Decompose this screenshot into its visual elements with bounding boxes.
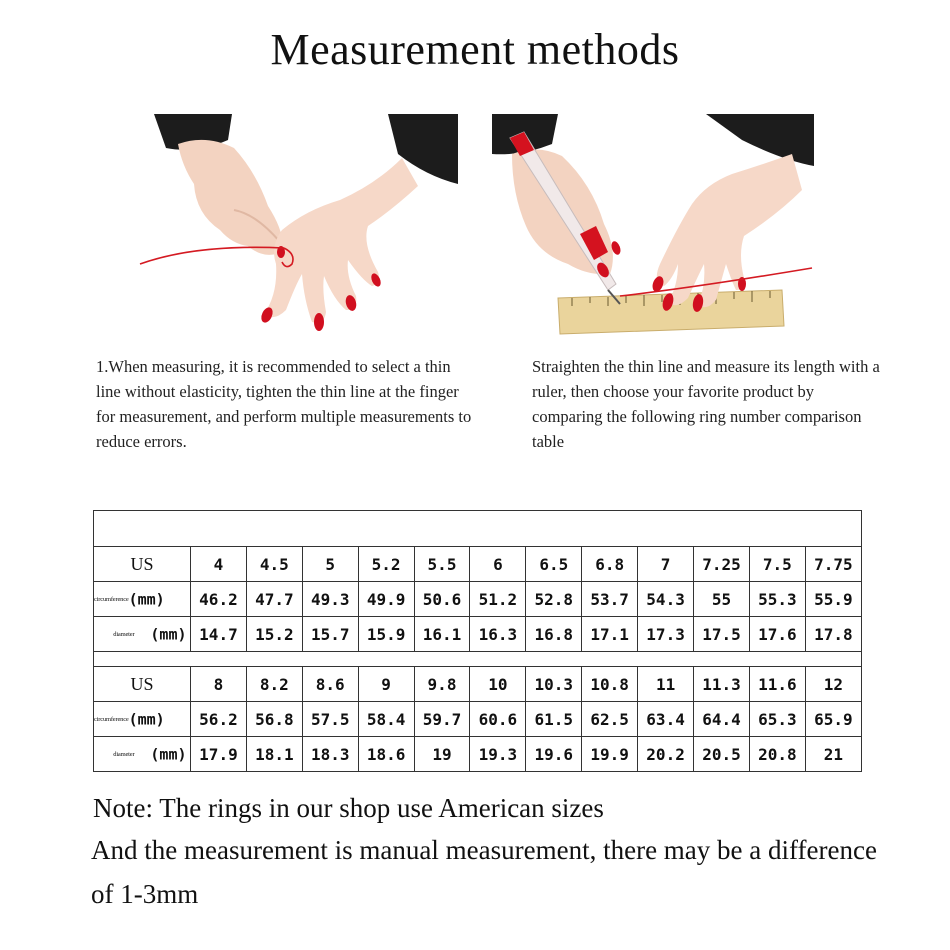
circumference-cell: 52.8 [526,582,582,617]
diameter-cell: 17.1 [582,617,638,652]
note-line-1: Note: The rings in our shop use American sizes [93,793,604,823]
circumference-row [94,582,862,617]
note-line-3: of 1-3mm [91,879,199,909]
diameter-label [94,617,191,652]
diameter-cell: 20.5 [694,737,750,772]
ring-size-table [93,510,862,772]
diameter-cell: 16.8 [526,617,582,652]
us-size-cell: 6.5 [526,547,582,582]
circumference-cell: 47.7 [246,582,302,617]
diameter-cell: 19 [414,737,470,772]
measuring-thread-photo [136,114,458,336]
circumference-cell: 64.4 [694,702,750,737]
us-size-cell: 8.6 [302,667,358,702]
us-size-cell: 4 [191,547,247,582]
circumference-cell: 54.3 [638,582,694,617]
circumference-cell: 49.9 [358,582,414,617]
instruction-step-1: 1.When measuring, it is recommended to select a thin line without elasticity, tighten the thin line at the finger for measurement, and perform multiple measurements to reduce errors. [96,357,472,451]
diameter-cell: 19.3 [470,737,526,772]
circumference-cell: 61.5 [526,702,582,737]
us-size-cell: 10.3 [526,667,582,702]
us-size-cell: 11 [638,667,694,702]
diameter-cell: 17.5 [694,617,750,652]
diameter-cell: 16.3 [470,617,526,652]
diameter-cell: 16.1 [414,617,470,652]
circumference-cell: 55.3 [749,582,805,617]
us-size-cell: 5 [302,547,358,582]
circumference-cell: 49.3 [302,582,358,617]
diameter-cell: 17.8 [805,617,861,652]
unit-label: (mm) [128,590,165,609]
diameter-cell: 15.7 [302,617,358,652]
us-size-cell: 8 [191,667,247,702]
circumference-cell: 58.4 [358,702,414,737]
diameter-cell: 20.8 [749,737,805,772]
circumference-cell: 63.4 [638,702,694,737]
table-top-spacer [94,511,862,547]
instruction-step-2: Straighten the thin line and measure its length with a ruler, then choose your favorite product by comparing the following ring number comparison table [532,357,880,451]
circumference-cell: 46.2 [191,582,247,617]
circumference-cell: 59.7 [414,702,470,737]
circumference-cell: 65.3 [749,702,805,737]
us-label: US [94,547,191,582]
circumference-cell: 51.2 [470,582,526,617]
us-size-cell: 11.3 [694,667,750,702]
circumference-cell: 55 [694,582,750,617]
diameter-cell: 19.6 [526,737,582,772]
us-size-row [94,547,862,582]
circumference-label [94,702,191,737]
us-label: US [94,667,191,702]
us-size-cell: 7.25 [694,547,750,582]
circumference-cell: 62.5 [582,702,638,737]
diameter-cell: 14.7 [191,617,247,652]
unit-label: (mm) [150,625,187,644]
us-size-cell: 9.8 [414,667,470,702]
table-divider-row [94,652,862,667]
us-size-cell: 6 [470,547,526,582]
diameter-cell: 17.9 [191,737,247,772]
us-size-cell: 10.8 [582,667,638,702]
us-size-cell: 12 [805,667,861,702]
diameter-cell: 17.6 [749,617,805,652]
diameter-cell: 15.2 [246,617,302,652]
circumference-cell: 60.6 [470,702,526,737]
circumference-label-text: circumference [94,596,129,604]
unit-label: (mm) [128,710,165,729]
diameter-label-text: diameter [113,631,135,639]
diameter-cell: 15.9 [358,617,414,652]
us-size-cell: 10 [470,667,526,702]
diameter-cell: 21 [805,737,861,772]
page-title: Measurement methods [270,25,680,74]
circumference-row [94,702,862,737]
diameter-row [94,617,862,652]
circumference-label [94,582,191,617]
us-size-cell: 5.5 [414,547,470,582]
us-size-row [94,667,862,702]
diameter-cell: 18.1 [246,737,302,772]
us-size-cell: 5.2 [358,547,414,582]
ruler-measurement-photo [492,114,814,336]
circumference-cell: 50.6 [414,582,470,617]
unit-label: (mm) [150,745,187,764]
us-size-cell: 9 [358,667,414,702]
diameter-cell: 20.2 [638,737,694,772]
circumference-cell: 57.5 [302,702,358,737]
diameter-row [94,737,862,772]
us-size-cell: 6.8 [582,547,638,582]
circumference-cell: 56.2 [191,702,247,737]
diameter-label [94,737,191,772]
us-size-cell: 11.6 [749,667,805,702]
circumference-label-text: circumference [94,716,129,724]
us-size-cell: 7.75 [805,547,861,582]
circumference-cell: 65.9 [805,702,861,737]
us-size-cell: 8.2 [246,667,302,702]
diameter-label-text: diameter [113,751,135,759]
diameter-cell: 19.9 [582,737,638,772]
note-line-2: And the measurement is manual measurement, there may be a difference [91,835,877,865]
circumference-cell: 56.8 [246,702,302,737]
diameter-cell: 17.3 [638,617,694,652]
circumference-cell: 55.9 [805,582,861,617]
circumference-cell: 53.7 [582,582,638,617]
us-size-cell: 4.5 [246,547,302,582]
us-size-cell: 7.5 [749,547,805,582]
us-size-cell: 7 [638,547,694,582]
diameter-cell: 18.6 [358,737,414,772]
diameter-cell: 18.3 [302,737,358,772]
